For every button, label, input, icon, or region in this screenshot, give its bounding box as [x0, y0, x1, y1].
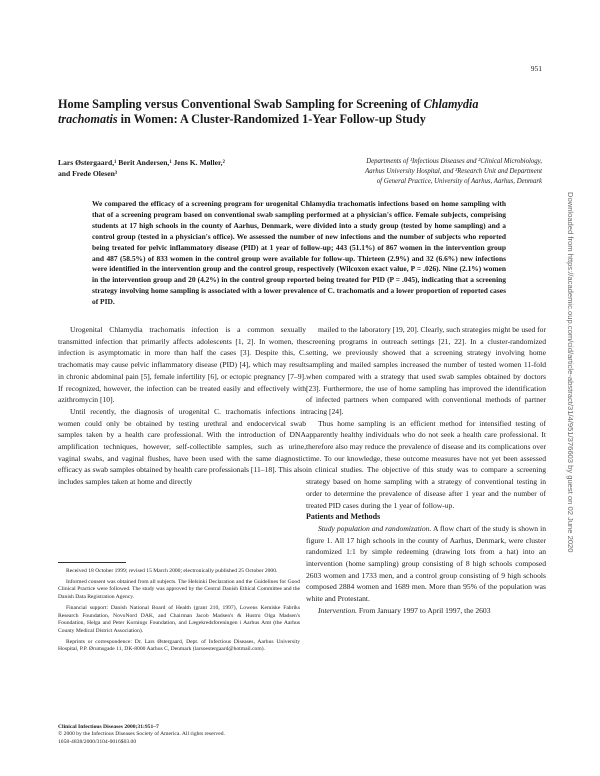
- author-line-2: and Frede Olesen³: [58, 169, 118, 178]
- methods-text: A flow chart of the study is shown in figure 1. All 17 high schools in the county of Aarhus, Denmark, were cluster randomized 1:1 by simple redeeming (drawing lots from a hat) into an intervention (home sampling) group consisting of 8 high schools composed 2603 women and 1733 men, and a control group consisting of 9 high schools composed 2884 women and 1689 men. More than 95% of the population was white and Protestant.: [306, 523, 546, 604]
- author-line-1: Lars Østergaard,¹ Berit Andersen,¹ Jens K. Møller,²: [58, 158, 225, 167]
- footnote-correspondence: Reprints or correspondence: Dr. Lars Østergaard, Dept. of Infectious Diseases, Aarhus University Hospital, P.P. Ørumsgade 11, DK-8000 Aarhus C, Denmark (larsoestergaard@hotmail.com).: [58, 638, 300, 653]
- footnote-funding: Financial support: Danish National Board of Health (grant 210, 1997), Lowens Kemiske Fabriks Research Foundation, NovoNord DAK, and Chairman Jacob Madsen's & Hustru Olga Madsen's Foundation, Helga and Peter Kornings Foundation, and Lægekredsforeningen i Aarhus Amt (the Aarhus County Medical District Association).: [58, 604, 300, 634]
- affiliation-line-1: Departments of ¹Infectious Diseases and ²Clinical Microbiology,: [366, 158, 542, 165]
- subheading-intervention: Intervention.: [318, 605, 358, 615]
- journal-name: Clinical Infectious Diseases: [58, 724, 123, 730]
- issn: 1058-4838/2000/3104-0016$03.00: [58, 738, 137, 745]
- abstract: We compared the efficacy of a screening program for urogenital Chlamydia trachomatis infections based on home sampling with that of a screening program based on conventional swab sampling performed at a physician's office. Female subjects, comprising students at 17 high schools in the county of Aarhus, Denmark, were divided into a study group (tested by home sampling) and a control group (tested in a physician's office). We assessed the number of new infections and the number of subjects who reported being treated for pelvic inflammatory disease (PID) at 1 year of follow-up; 443 (51.1%) of 867 women in the intervention group and 487 (58.5%) of 833 women in the control group were available for follow-up. Thirteen (2.9%) and 32 (6.6%) new infections were identified in the intervention group and the control group, respectively (Wilcoxon exact value, P = .026). Nine (2.1%) women in the intervention group and 20 (4.2%) in the control group reported being treated for PID (P = .045), indicating that a screening strategy involving home sampling is associated with a lower prevalence of C. trachomatis and a lower proportion of reported cases of PID.: [92, 199, 506, 307]
- title-part1: Home Sampling versus Conventional Swab Sampling for Screening of: [58, 97, 424, 111]
- body-paragraph: Urogenital Chlamydia trachomatis infection is a common sexually transmitted infection that primarily affects adolescents [1, 2]. In women, the infection is asymptomatic in more than half the cases [3]. Despite this, C. trachomatis may cause pelvic inflammatory disease (PID) [4], which may result in chronic abdominal pain [5], female infertility [6], or ectopic pregnancy [7–9]. If recognized, however, the infection can be treated easily and effectively with azithromycin [10].: [58, 325, 306, 405]
- body-column-left: [58, 324, 306, 488]
- body-column-right: [306, 324, 546, 617]
- section-heading-methods: Patients and Methods: [306, 512, 381, 522]
- copyright: © 2000 by the Infectious Diseases Society of America. All rights reserved.: [58, 731, 225, 738]
- page-number: 951: [530, 64, 542, 73]
- body-paragraph: Thus home sampling is an efficient method for intensified testing of apparently healthy individuals who do not seek a health care professional. It therefore also may reduce the prevalence of disease and its complications over time. To our knowledge, these outcome measures have not yet been assessed in clinical studies. The objective of this study was to compare a screening strategy based on home sampling with a strategy of conventional testing in order to determine the prevalence of disease after 1 year and the number of treated PID cases during the 1 year of follow-up.: [306, 418, 546, 510]
- affiliation-line-3: of General Practice, University of Aarhus, Aarhus, Denmark: [376, 178, 542, 185]
- body-paragraph: Until recently, the diagnosis of urogenital C. trachomatis infections in women could only be obtained by testing urethral and endocervical swab samples taken by a health care professional. With the introduction of DNA amplification techniques, however, self-collectible samples, such as urine, vaginal swabs, and vaginal flushes, have been used with the same diagnostic efficacy as swab samples obtained by health care professionals [11–18]. This also includes samples taken at home and directly: [58, 406, 306, 487]
- affiliation-line-2: Aarhus University Hospital, and ³Research Unit and Department: [365, 168, 542, 175]
- article-title: [58, 97, 518, 126]
- title-part2: in Women: A Cluster-Randomized 1-Year Follow-up Study: [117, 111, 426, 126]
- footnote-consent: Informed consent was obtained from all subjects. The Helsinki Declaration and the Guidelines for Good Clinical Practice were followed. The study was approved by the Central Danish Ethical Committee and the Danish Data Registration Agency.: [58, 578, 300, 601]
- methods-text: From January 1997 to April 1997, the 2603: [357, 605, 491, 615]
- methods-paragraph: [306, 605, 546, 617]
- footnote-received: Received 18 October 1999; revised 15 March 2000; electronically published 25 October 2000.: [66, 568, 278, 574]
- journal-info: [58, 724, 300, 746]
- author-list: [58, 157, 283, 179]
- body-paragraph: mailed to the laboratory [19, 20]. Clearly, such strategies might be used for screening programs in outreach settings [21, 22]. In a cluster-randomized setting, we previously showed that a screening strategy involving home sampling and mailed samples increased the number of tested women 11-fold when compared with a strategy that used swab samples obtained by doctors [23]. Furthermore, the use of home sampling has improved the identification of infected partners when compared with conventional methods of partner tracing [24].: [306, 325, 546, 416]
- download-watermark: Downloaded from https://academic.oup.com/cid/article-abstract/31/4/951/376603 by guest on 02 June 2020: [566, 192, 575, 553]
- methods-paragraph: [306, 523, 546, 605]
- affiliations: [292, 157, 542, 187]
- subheading-study-population: Study population and randomization.: [318, 523, 432, 533]
- footnotes: [58, 568, 300, 657]
- title-organism: Chlamydia trachomatis: [58, 97, 479, 126]
- footnote-divider: [58, 562, 126, 563]
- journal-citation: 2000;31:951–7: [122, 724, 159, 730]
